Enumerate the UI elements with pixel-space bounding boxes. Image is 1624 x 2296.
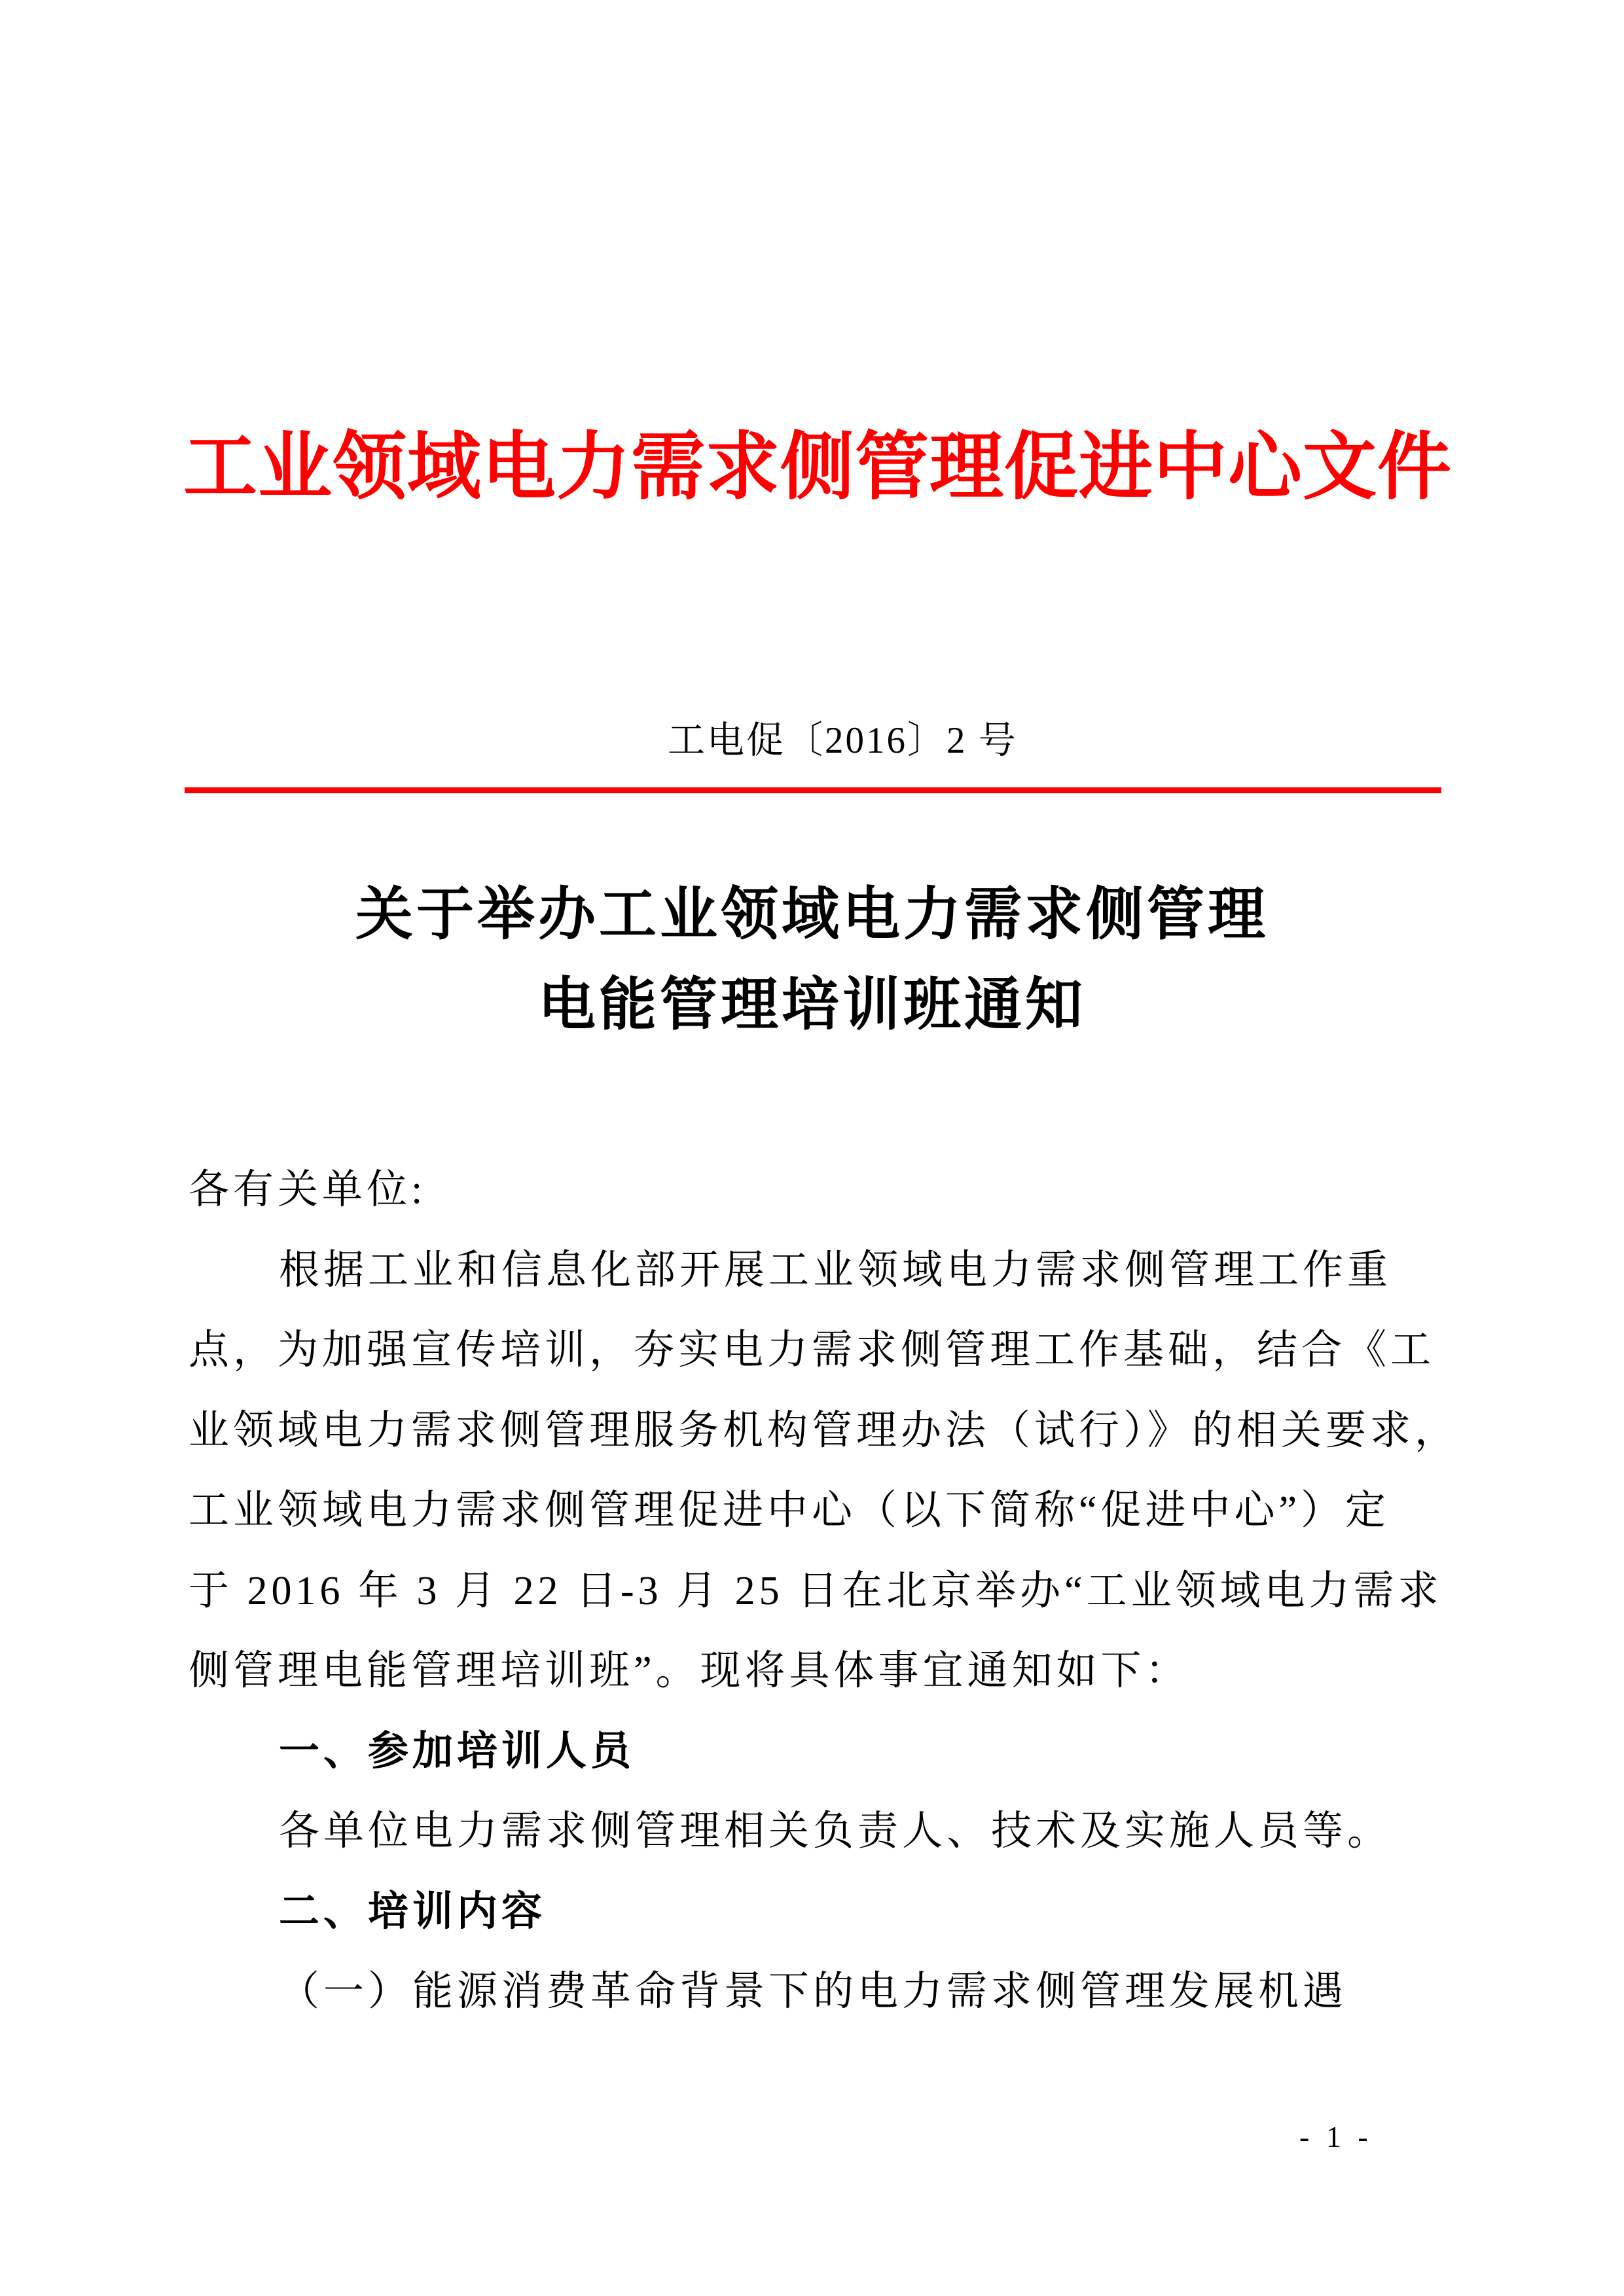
body-line: 各有关单位: <box>189 1168 427 1212</box>
document-title-line-1: 关于举办工业领域电力需求侧管理 <box>355 884 1269 947</box>
body-line: 各单位电力需求侧管理相关负责人、技术及实施人员等。 <box>279 1809 1392 1854</box>
body-line: （一）能源消费革命背景下的电力需求侧管理发展机遇 <box>279 1969 1348 2014</box>
body-line: 一、参加培训人员 <box>279 1729 636 1774</box>
body-line: 业领域电力需求侧管理服务机构管理办法（试行）》的相关要求， <box>189 1408 1460 1453</box>
document-title-line-2: 电能管理培训班通知 <box>537 974 1086 1037</box>
document-title <box>183 870 1441 1051</box>
body-line: 工业领域电力需求侧管理促进中心（以下简称“促进中心”）定 <box>189 1488 1390 1533</box>
red-divider-line <box>185 787 1441 793</box>
body-line: 侧管理电能管理培训班”。现将具体事宜通知如下： <box>189 1649 1190 1693</box>
body-line: 于 2016 年 3 月 22 日-3 月 25 日在北京举办“工业领域电力需求 <box>189 1568 1443 1613</box>
body-line: 二、培训内容 <box>279 1889 547 1934</box>
red-header-title: 工业领域电力需求侧管理促进中心文件 <box>183 427 1452 509</box>
body-line: 根据工业和信息化部开展工业领域电力需求侧管理工作重 <box>279 1247 1392 1293</box>
body-line: 点，为加强宣传培训，夯实电力需求侧管理工作基础，结合《工 <box>189 1328 1435 1372</box>
page-number: - 1 - <box>1299 2120 1373 2153</box>
doc-number: 工电促〔2016〕2 号 <box>668 720 1018 761</box>
document-body <box>189 1150 1460 2032</box>
